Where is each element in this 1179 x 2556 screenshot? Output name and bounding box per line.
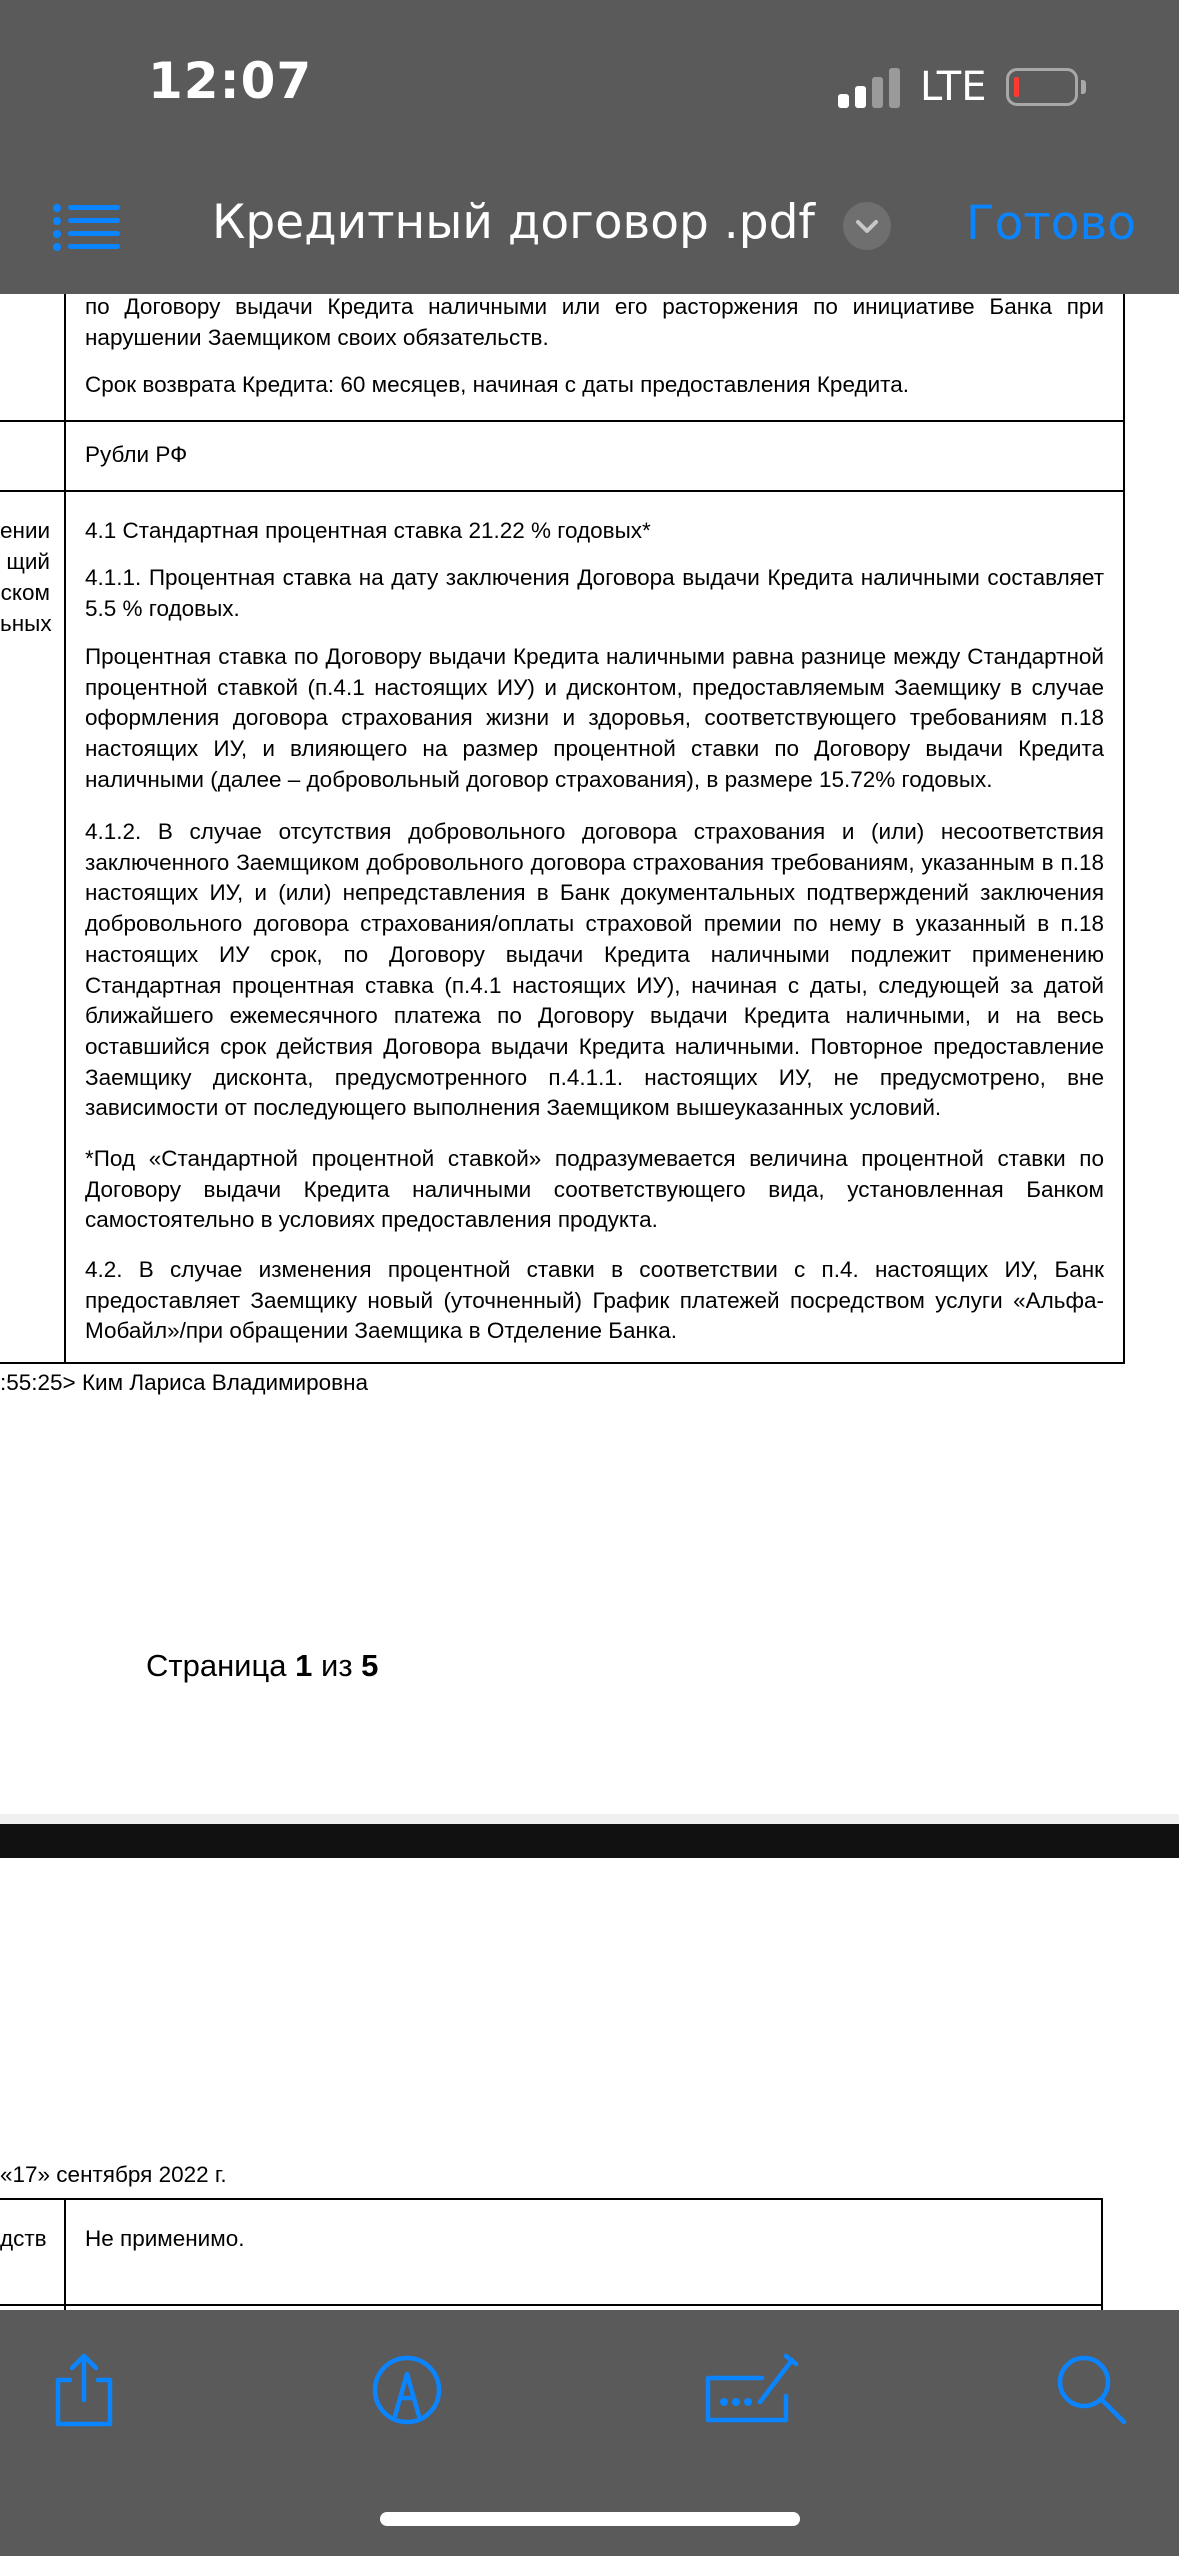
document-title[interactable]: Кредитный договор .pdf: [212, 195, 815, 250]
signal-icon: [838, 68, 900, 108]
search-button[interactable]: [1052, 2350, 1132, 2430]
page-of-label: из: [321, 1648, 353, 1683]
home-indicator[interactable]: [380, 2512, 800, 2526]
table-divider: [64, 2198, 66, 2310]
page-separator: [0, 1824, 1179, 1858]
page-label: Страница: [146, 1648, 287, 1683]
table-border: [1101, 2198, 1103, 2310]
table-row-divider: [0, 1362, 1125, 1364]
paragraph-rate-on-signing: 4.1.1. Процентная ставка на дату заключения Договора выдачи Кредита наличными составляет 5.5 % годовых.: [85, 565, 1104, 621]
page-gap: [0, 1814, 1179, 1824]
chevron-down-icon: [843, 202, 891, 250]
battery-icon: [1006, 68, 1078, 106]
table-border: [1123, 294, 1125, 1364]
paragraph-currency: Рубли РФ: [85, 442, 188, 467]
left-column-fragment: ении: [0, 518, 51, 543]
paragraph-termination: по Договору выдачи Кредита наличными или его расторжения по инициативе Банка при нарушении Заемщиком своих обязательств.: [85, 294, 1104, 350]
list-icon: [52, 202, 122, 254]
paragraph-footnote: *Под «Стандартной процентной ставкой» подразумевается величина процентной ставки по Договору выдачи Кредита наличными соответствующего вида, установленная Банком самостоятельно в условиях предоставления продукта.: [85, 1146, 1104, 1233]
table-of-contents-button[interactable]: [52, 202, 122, 254]
table-cell: Не применимо.: [85, 2226, 245, 2251]
done-button[interactable]: Готово: [966, 196, 1137, 251]
table-divider: [64, 294, 66, 1364]
date-line: «17» сентября 2022 г.: [0, 2162, 227, 2187]
table-row-divider: [0, 490, 1125, 492]
paragraph-rate-change: 4.1.2. В случае отсутствия добровольного договора страхования и (или) несоответствия заключенного Заемщиком добровольного договора страхования требованиям, указанным в п.18 настоящих ИУ, и (или) непредставления в Банк документальных подтверждений заключения добровольного договора страхования/оплаты страховой премии по нему в указанный в п.18 настоящих ИУ срок, по Договору выдачи Кредита наличными подлежит применению Стандартная процентная ставка (п.4.1 настоящих ИУ), начиная с даты, следующей за датой ближайшего ежемесячного платежа по Договору выдачи Кредита наличными, и на весь оставшийся срок действия Договора выдачи Кредита наличными. Повторное предоставление Заемщику дисконта, предусмотренного п.4.1.1. настоящих ИУ, не предусмотрено, вне зависимости от последующего выполнения Заемщиком вышеуказанных условий.: [85, 819, 1104, 1121]
nav-bar: [0, 180, 1179, 294]
battery-tip: [1081, 80, 1086, 94]
paragraph-rate-discount: Процентная ставка по Договору выдачи Кредита наличными равна разнице между Стандартной процентной ставкой (п.4.1 настоящих ИУ) и дисконтом, предоставляемым Заемщику в случае оформления договора страхования жизни и здоровья, соответствующего требованиям п.18 настоящих ИУ, и влияющего на размер процентной ставки по Договору выдачи Кредита наличными (далее – добровольный договор страхования), в размере 15.72% годовых.: [85, 644, 1104, 792]
share-button[interactable]: [44, 2350, 124, 2430]
page-number: [146, 1648, 378, 1684]
page-total: 5: [361, 1648, 379, 1683]
markup-icon: [367, 2350, 447, 2430]
status-bar: [0, 0, 1179, 180]
network-label: LTE: [920, 64, 987, 110]
table-row-divider: [0, 420, 1125, 422]
status-time: 12:07: [148, 52, 313, 110]
title-menu-button[interactable]: [843, 202, 891, 250]
markup-button[interactable]: [367, 2350, 447, 2430]
signature-line: :55:25> Ким Лариса Владимировна: [0, 1370, 369, 1395]
pdf-page-view[interactable]: [0, 294, 1179, 2310]
left-column-fragment: ьных: [0, 611, 52, 636]
page-current: 1: [295, 1648, 313, 1683]
battery-level: [1014, 77, 1019, 97]
paragraph-loan-term: Срок возврата Кредита: 60 месяцев, начиная с даты предоставления Кредита.: [85, 372, 909, 397]
search-icon: [1052, 2350, 1132, 2430]
share-icon: [44, 2350, 124, 2430]
form-fill-button[interactable]: [700, 2350, 800, 2430]
table-row-divider: [0, 2198, 1103, 2200]
table-row-divider: [0, 2304, 1103, 2306]
left-column-fragment: дств: [0, 2226, 47, 2251]
paragraph-standard-rate: 4.1 Стандартная процентная ставка 21.22 % годовых*: [85, 518, 651, 543]
form-fill-icon: [700, 2350, 800, 2430]
left-column-fragment: ском: [0, 580, 50, 605]
left-column-fragment: щий: [6, 549, 50, 574]
paragraph-new-schedule: 4.2. В случае изменения процентной ставки в соответствии с п.4. настоящих ИУ, Банк предоставляет Заемщику новый (уточненный) График платежей посредством услуги «Альфа-Мобайл»/при обращении Заемщика в Отделение Банка.: [85, 1257, 1104, 1344]
